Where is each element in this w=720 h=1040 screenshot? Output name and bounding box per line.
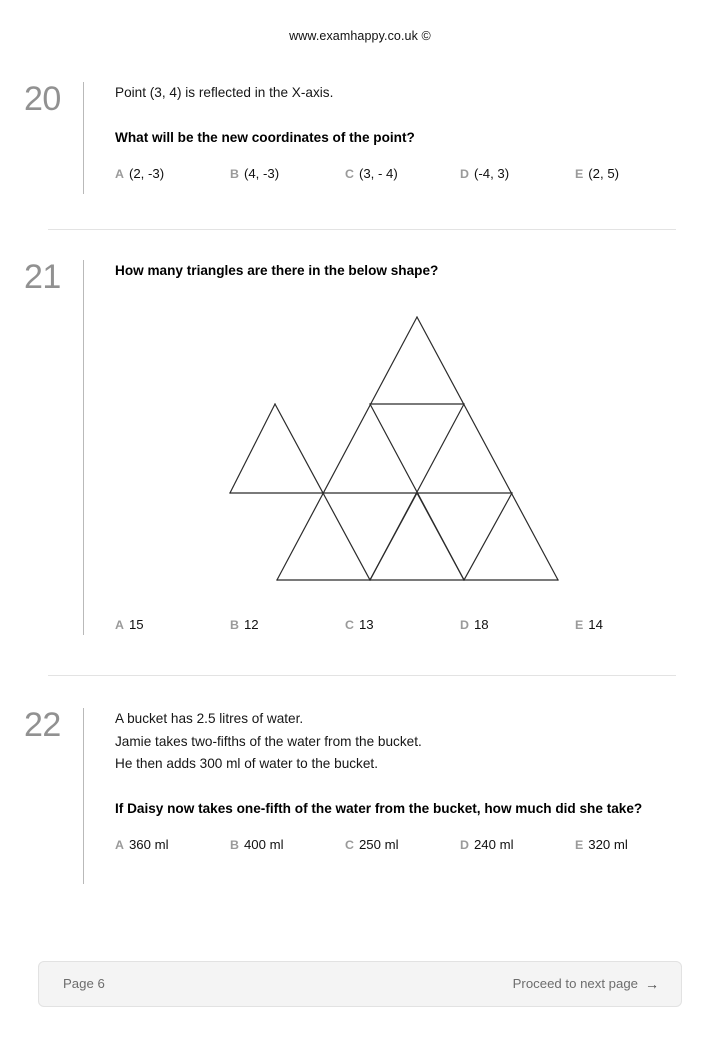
option-20-d[interactable] <box>460 164 509 184</box>
option-letter: A <box>115 618 124 632</box>
options-row-21 <box>115 615 700 635</box>
question-rule-22 <box>83 708 84 884</box>
option-text: 13 <box>358 617 374 632</box>
question-prompt-22: If Daisy now takes one-fifth of the water from the bucket, how much did she take? <box>115 800 643 816</box>
options-row-20 <box>115 164 700 184</box>
option-letter: E <box>575 837 584 852</box>
triangle-lattice-figure <box>0 300 720 600</box>
option-21-d[interactable] <box>460 615 489 635</box>
option-text: (2, -3) <box>128 165 165 181</box>
option-text: 14 <box>588 617 603 632</box>
question-number-20: 20 <box>24 80 61 118</box>
question-options-21 <box>115 615 700 635</box>
option-text: 360 ml <box>128 836 169 852</box>
option-20-b[interactable] <box>230 164 279 184</box>
option-21-c[interactable] <box>345 615 374 635</box>
question-statement-line: Jamie takes two-fifths of the water from the bucket. <box>115 733 422 749</box>
question-body-21 <box>115 260 700 281</box>
option-letter: A <box>115 837 124 852</box>
question-prompt-20: What will be the new coordinates of the point? <box>115 129 415 145</box>
triangle-lattice-svg <box>0 300 720 600</box>
option-text: 18 <box>473 617 489 632</box>
option-22-c[interactable] <box>345 835 399 855</box>
option-text: (2, 5) <box>588 165 620 181</box>
page-indicator: Page 6 <box>63 976 105 991</box>
question-rule-21 <box>83 260 84 635</box>
option-letter: C <box>345 837 354 852</box>
question-body-20 <box>115 82 700 184</box>
option-20-a[interactable] <box>115 164 164 184</box>
option-21-a[interactable] <box>115 615 144 635</box>
question-number-22: 22 <box>24 706 61 744</box>
separator-20-21 <box>48 229 676 230</box>
option-letter: D <box>460 166 469 181</box>
separator-21-22 <box>48 675 676 676</box>
option-text: (3, - 4) <box>358 165 398 181</box>
question-prompt-21: How many triangles are there in the below shape? <box>115 263 439 278</box>
arrow-right-icon: → <box>645 976 659 992</box>
option-22-a[interactable] <box>115 835 169 855</box>
option-text: 250 ml <box>358 836 399 852</box>
option-22-d[interactable] <box>460 835 514 855</box>
option-letter: A <box>115 166 124 181</box>
question-statement-line: A bucket has 2.5 litres of water. <box>115 711 304 726</box>
option-text: (4, -3) <box>243 165 280 181</box>
option-letter: C <box>345 618 354 632</box>
site-watermark: www.examhappy.co.uk © <box>289 29 431 43</box>
option-letter: E <box>575 618 584 632</box>
question-body-22 <box>115 708 700 855</box>
option-letter: B <box>230 166 239 181</box>
option-text: 15 <box>128 617 144 632</box>
option-20-c[interactable] <box>345 164 398 184</box>
options-row-22 <box>115 835 700 855</box>
option-text: 400 ml <box>243 836 284 852</box>
question-statement-line: Point (3, 4) is reflected in the X-axis. <box>115 85 334 100</box>
option-letter: B <box>230 618 239 632</box>
option-22-b[interactable] <box>230 835 284 855</box>
question-rule-20 <box>83 82 84 194</box>
option-22-e[interactable] <box>575 835 628 855</box>
option-letter: B <box>230 837 239 852</box>
next-page-label: Proceed to next page <box>512 976 638 991</box>
option-letter: D <box>460 837 469 852</box>
option-letter: C <box>345 166 354 181</box>
page-footer-bar <box>38 961 682 1007</box>
option-letter: E <box>575 166 584 181</box>
option-text: 12 <box>243 617 259 632</box>
option-20-e[interactable] <box>575 164 619 184</box>
question-number-21: 21 <box>24 258 61 296</box>
question-statement-line: He then adds 300 ml of water to the bucket. <box>115 756 378 771</box>
option-letter: D <box>460 618 469 632</box>
next-page-button[interactable] <box>513 976 659 992</box>
option-text: 240 ml <box>473 836 514 852</box>
option-text: (-4, 3) <box>473 165 510 181</box>
option-21-b[interactable] <box>230 615 259 635</box>
option-text: 320 ml <box>588 836 628 852</box>
option-21-e[interactable] <box>575 615 603 635</box>
